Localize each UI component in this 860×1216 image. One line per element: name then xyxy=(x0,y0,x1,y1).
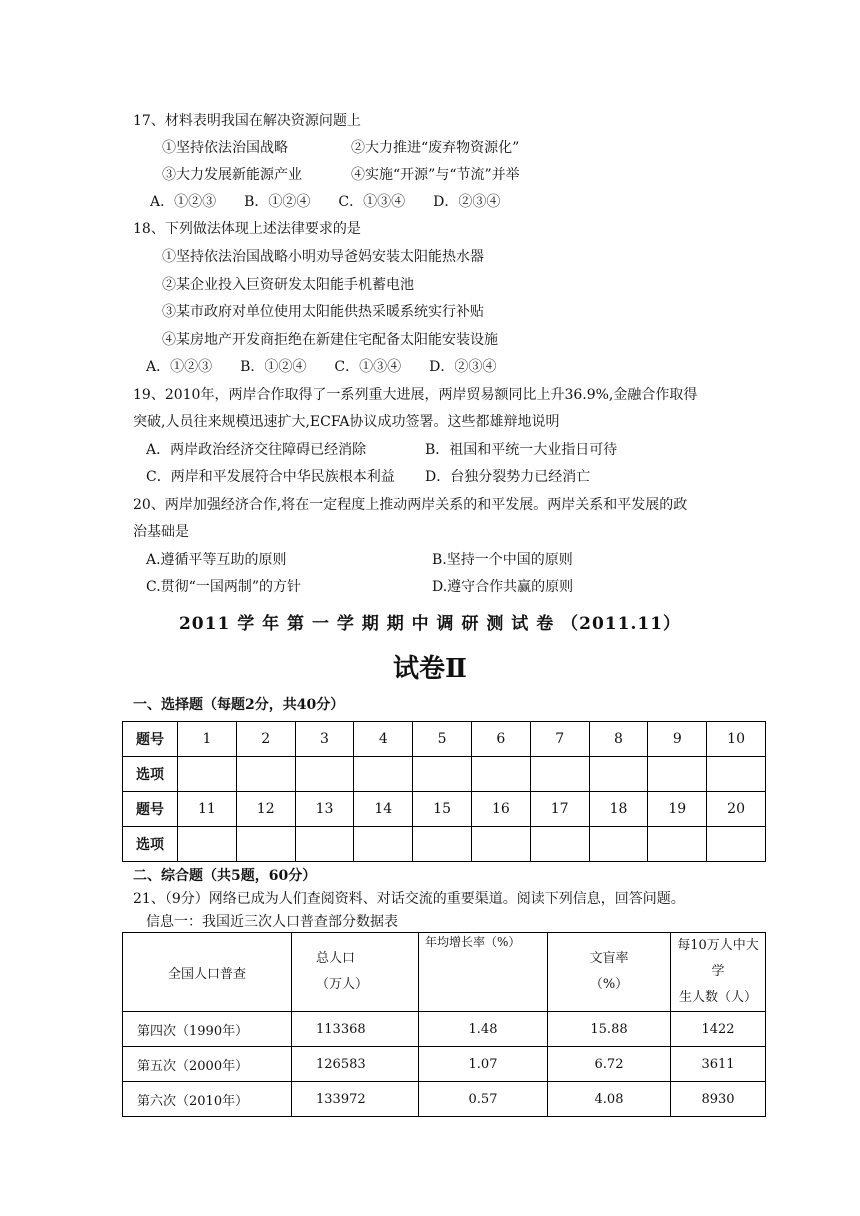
answer-cell[interactable] xyxy=(648,757,707,792)
table-row xyxy=(123,792,766,827)
header-census: 全国人口普查 xyxy=(123,933,292,1012)
question-number-cell: 12 xyxy=(236,792,295,827)
exam-title: 2011 学 年 第 一 学 期 期 中 调 研 测 试 卷 （2011.11） xyxy=(178,614,682,634)
header-total-population-line1: 总人口 xyxy=(316,951,356,966)
header-university-line2: 生人数（人） xyxy=(678,990,757,1005)
answer-cell[interactable] xyxy=(707,757,766,792)
q20-option-d: D.遵守合作共赢的原则 xyxy=(432,579,574,595)
header-growth-rate: 年均增长率（%） xyxy=(419,933,548,1012)
answer-cell[interactable] xyxy=(530,827,589,862)
q17-answer-choices: A．①②③ B．①②④ C．①③④ D．②③④ xyxy=(150,194,501,210)
answer-cell[interactable] xyxy=(178,757,237,792)
q21-info-1-caption: 信息一：我国近三次人口普查部分数据表 xyxy=(146,914,398,930)
answer-cell[interactable] xyxy=(589,827,648,862)
q19-option-b: B．祖国和平统一大业指日可待 xyxy=(425,442,618,458)
question-number-cell: 19 xyxy=(648,792,707,827)
question-number-cell: 9 xyxy=(648,722,707,757)
q19-option-d: D．台独分裂势力已经消亡 xyxy=(425,469,591,485)
q17-option-3: ③大力发展新能源产业 xyxy=(162,167,302,183)
census-cell: 第四次（1990年） xyxy=(123,1012,292,1047)
table-row xyxy=(123,1047,766,1082)
q19-stem-line1: 19、2010年，两岸合作取得了一系列重大进展，两岸贸易额同比上升36.9%,金融合作取得 xyxy=(133,387,698,403)
census-cell: 6.72 xyxy=(548,1047,671,1082)
question-number-label: 题号 xyxy=(123,722,178,757)
header-total-population xyxy=(292,933,419,1012)
census-cell: 1422 xyxy=(671,1012,766,1047)
question-number-cell: 5 xyxy=(413,722,472,757)
question-number-cell: 10 xyxy=(707,722,766,757)
answer-cell[interactable] xyxy=(354,827,413,862)
census-cell: 1.07 xyxy=(419,1047,548,1082)
census-data-table xyxy=(122,932,766,1117)
question-number-cell: 20 xyxy=(707,792,766,827)
header-university-per-100k xyxy=(671,933,766,1012)
answer-cell[interactable] xyxy=(471,757,530,792)
section-2-heading: 二、综合题（共5题，60分） xyxy=(133,868,317,884)
answer-cell[interactable] xyxy=(589,757,648,792)
choice-label: 选项 xyxy=(123,827,178,862)
q20-stem-line1: 20、两岸加强经济合作,将在一定程度上推动两岸关系的和平发展。两岸关系和平发展的政 xyxy=(133,497,688,513)
section-1-heading: 一、选择题（每题2分，共40分） xyxy=(133,697,345,713)
answer-sheet-table xyxy=(122,721,766,862)
question-number-cell: 8 xyxy=(589,722,648,757)
q20-option-a: A.遵循平等互助的原则 xyxy=(146,552,287,568)
question-number-cell: 13 xyxy=(295,792,354,827)
census-cell: 8930 xyxy=(671,1082,766,1117)
table-row xyxy=(123,722,766,757)
answer-cell[interactable] xyxy=(178,827,237,862)
answer-cell[interactable] xyxy=(236,757,295,792)
q19-option-c: C．两岸和平发展符合中华民族根本利益 xyxy=(146,469,395,485)
census-cell: 126583 xyxy=(292,1047,419,1082)
question-number-cell: 15 xyxy=(413,792,472,827)
q20-stem-line2: 治基础是 xyxy=(133,524,189,540)
table-row xyxy=(123,1082,766,1117)
question-number-cell: 11 xyxy=(178,792,237,827)
q21-stem: 21、（9分）网络已成为人们查阅资料、对话交流的重要渠道。阅读下列信息，回答问题。 xyxy=(133,891,685,907)
census-cell: 15.88 xyxy=(548,1012,671,1047)
table-row xyxy=(123,827,766,862)
census-cell: 第五次（2000年） xyxy=(123,1047,292,1082)
header-total-population-line2: （万人） xyxy=(316,977,369,992)
header-illiteracy-line2: （%） xyxy=(589,977,629,992)
answer-cell[interactable] xyxy=(295,827,354,862)
q20-option-b: B.坚持一个中国的原则 xyxy=(432,552,573,568)
question-number-cell: 18 xyxy=(589,792,648,827)
paper-title: 试卷Ⅱ xyxy=(393,654,467,684)
header-university-line1: 每10万人中大学 xyxy=(677,938,759,979)
answer-cell[interactable] xyxy=(471,827,530,862)
q19-option-a: A．两岸政治经济交往障碍已经消除 xyxy=(146,442,367,458)
header-illiteracy-rate xyxy=(548,933,671,1012)
table-row xyxy=(123,1012,766,1047)
question-number-cell: 14 xyxy=(354,792,413,827)
answer-cell[interactable] xyxy=(648,827,707,862)
answer-cell[interactable] xyxy=(236,827,295,862)
question-number-cell: 4 xyxy=(354,722,413,757)
answer-cell[interactable] xyxy=(707,827,766,862)
question-number-cell: 1 xyxy=(178,722,237,757)
table-row xyxy=(123,757,766,792)
q17-option-4: ④实施“开源”与“节流”并举 xyxy=(351,167,520,183)
q18-answer-choices: A．①②③ B．①②④ C．①③④ D．②③④ xyxy=(146,359,497,375)
choice-label: 选项 xyxy=(123,757,178,792)
question-number-cell: 16 xyxy=(471,792,530,827)
question-number-label: 题号 xyxy=(123,792,178,827)
question-number-cell: 17 xyxy=(530,792,589,827)
census-cell: 133972 xyxy=(292,1082,419,1117)
q19-stem-line2: 突破,人员往来规模迅速扩大,ECFA协议成功签署。这些都雄辩地说明 xyxy=(133,414,560,430)
q18-option-2: ②某企业投入巨资研发太阳能手机蓄电池 xyxy=(162,277,414,293)
question-number-cell: 3 xyxy=(295,722,354,757)
census-cell: 1.48 xyxy=(419,1012,548,1047)
question-number-cell: 7 xyxy=(530,722,589,757)
census-cell: 4.08 xyxy=(548,1082,671,1117)
answer-cell[interactable] xyxy=(413,757,472,792)
q18-option-3: ③某市政府对单位使用太阳能供热采暖系统实行补贴 xyxy=(162,304,484,320)
answer-cell[interactable] xyxy=(354,757,413,792)
census-cell: 第六次（2010年） xyxy=(123,1082,292,1117)
q18-stem: 18、下列做法体现上述法律要求的是 xyxy=(133,221,361,237)
question-number-cell: 2 xyxy=(236,722,295,757)
q17-stem: 17、材料表明我国在解决资源问题上 xyxy=(133,113,361,129)
census-cell: 0.57 xyxy=(419,1082,548,1117)
q20-option-c: C.贯彻“一国两制”的方针 xyxy=(146,579,301,595)
header-illiteracy-line1: 文盲率 xyxy=(589,951,629,966)
table-header-row xyxy=(123,933,766,1012)
q17-option-2: ②大力推进“废弃物资源化” xyxy=(351,140,520,156)
answer-cell[interactable] xyxy=(295,757,354,792)
answer-cell[interactable] xyxy=(530,757,589,792)
q18-option-4: ④某房地产开发商拒绝在新建住宅配备太阳能安装设施 xyxy=(162,332,498,348)
census-cell: 3611 xyxy=(671,1047,766,1082)
q18-option-1: ①坚持依法治国战略小明劝导爸妈安装太阳能热水器 xyxy=(162,249,484,265)
census-cell: 113368 xyxy=(292,1012,419,1047)
answer-cell[interactable] xyxy=(413,827,472,862)
q17-option-1: ①坚持依法治国战略 xyxy=(162,140,288,156)
question-number-cell: 6 xyxy=(471,722,530,757)
